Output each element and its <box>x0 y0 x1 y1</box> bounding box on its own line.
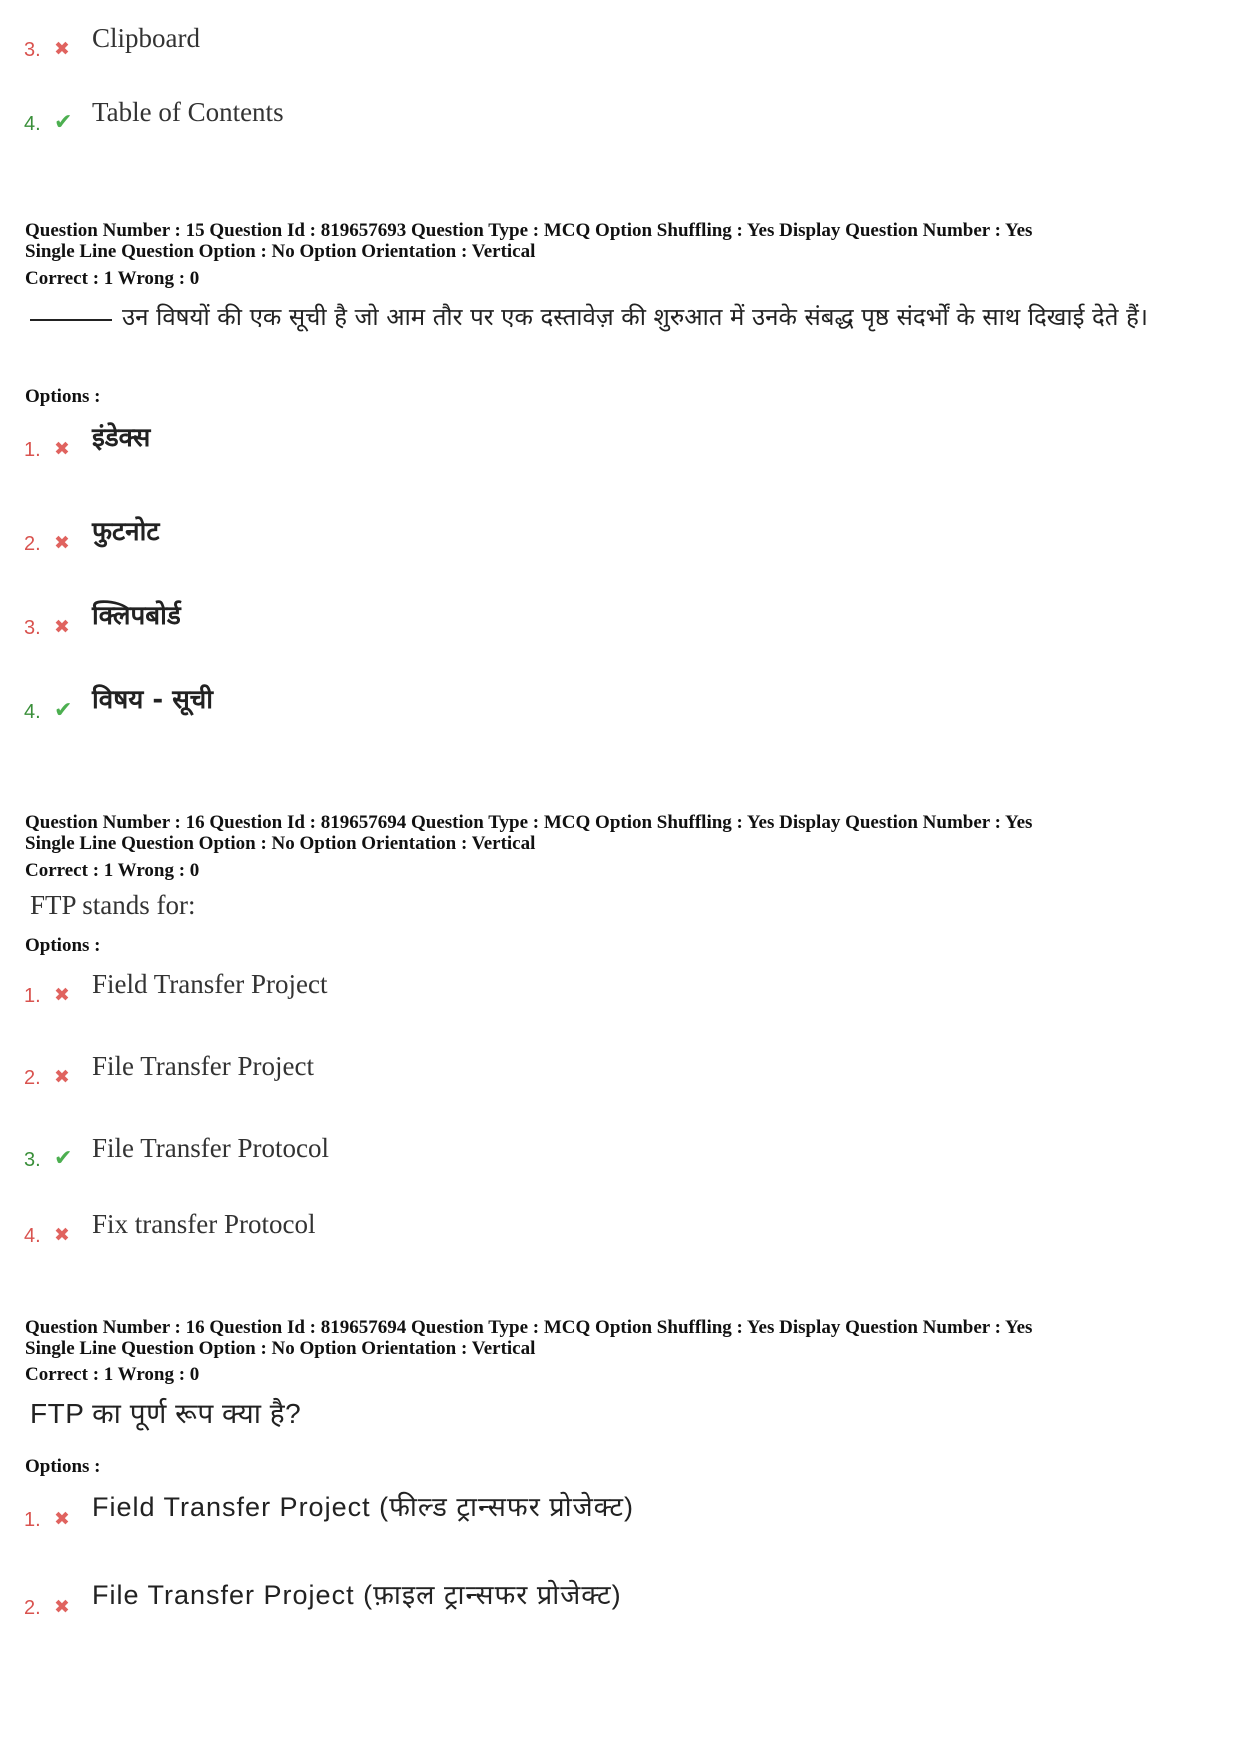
cross-icon: ✖ <box>54 616 70 638</box>
option-number: 3. <box>24 39 41 61</box>
question-body: उन विषयों की एक सूची है जो आम तौर पर एक दस्तावेज़ की शुरुआत में उनके संबद्ध पृष्ठ संदर्भों के साथ दिखाई देते हैं। <box>122 303 1148 331</box>
options-label: Options : <box>25 935 101 956</box>
check-icon: ✔ <box>54 698 73 723</box>
question-meta-line: Single Line Question Option : No Option Orientation : Vertical <box>25 241 536 262</box>
option-text: इंडेक्स <box>92 423 151 453</box>
option-text: Clipboard <box>92 23 200 53</box>
question-meta-line: Single Line Question Option : No Option Orientation : Vertical <box>25 833 536 854</box>
option-number: 1. <box>24 1509 41 1531</box>
cross-icon: ✖ <box>54 38 70 60</box>
cross-icon: ✖ <box>54 984 70 1006</box>
correct-wrong-marks: Correct : 1 Wrong : 0 <box>25 268 200 289</box>
question-meta-line: Single Line Question Option : No Option Orientation : Vertical <box>25 1338 536 1359</box>
option-number: 4. <box>24 701 41 723</box>
option-number: 4. <box>24 113 41 135</box>
option-number: 2. <box>24 1067 41 1089</box>
correct-wrong-marks: Correct : 1 Wrong : 0 <box>25 860 200 881</box>
question-text <box>30 298 1220 336</box>
question-meta <box>25 220 1215 262</box>
option-number: 2. <box>24 1597 41 1619</box>
option-text: विषय - सूची <box>92 685 214 715</box>
question-meta <box>25 812 1215 854</box>
option-text: Fix transfer Protocol <box>92 1209 316 1239</box>
option-text: क्लिपबोर्ड <box>92 601 181 631</box>
option-text: File Transfer Protocol <box>92 1133 330 1163</box>
question-meta-line: Question Number : 16 Question Id : 819657694 Question Type : MCQ Option Shuffling : Yes Display Question Number : Yes <box>25 812 1033 833</box>
cross-icon: ✖ <box>54 438 70 460</box>
options-label: Options : <box>25 386 101 407</box>
question-meta-line: Question Number : 16 Question Id : 819657694 Question Type : MCQ Option Shuffling : Yes Display Question Number : Yes <box>25 1317 1033 1338</box>
option-number: 2. <box>24 533 41 555</box>
cross-icon: ✖ <box>54 1596 70 1618</box>
option-text: File Transfer Project <box>92 1051 314 1081</box>
correct-wrong-marks: Correct : 1 Wrong : 0 <box>25 1364 200 1385</box>
question-meta-line: Question Number : 15 Question Id : 819657693 Question Type : MCQ Option Shuffling : Yes Display Question Number : Yes <box>25 220 1033 241</box>
option-text: File Transfer Project (फ़ाइल ट्रान्सफर प्रोजेक्ट) <box>92 1580 622 1610</box>
option-number: 3. <box>24 617 41 639</box>
cross-icon: ✖ <box>54 532 70 554</box>
blank-line <box>30 319 112 321</box>
option-number: 4. <box>24 1225 41 1247</box>
option-text: Field Transfer Project (फील्ड ट्रान्सफर प्रोजेक्ट) <box>92 1492 634 1522</box>
cross-icon: ✖ <box>54 1224 70 1246</box>
option-number: 3. <box>24 1149 41 1171</box>
cross-icon: ✖ <box>54 1066 70 1088</box>
option-number: 1. <box>24 439 41 461</box>
question-meta <box>25 1317 1215 1359</box>
options-label: Options : <box>25 1456 101 1477</box>
check-icon: ✔ <box>54 110 73 135</box>
cross-icon: ✖ <box>54 1508 70 1530</box>
option-text: फुटनोट <box>92 517 160 547</box>
option-text: Field Transfer Project <box>92 969 328 999</box>
question-text: FTP stands for: <box>30 890 196 920</box>
question-text: FTP का पूर्ण रूप क्या है? <box>30 1398 302 1429</box>
option-text: Table of Contents <box>92 97 284 127</box>
option-number: 1. <box>24 985 41 1007</box>
check-icon: ✔ <box>54 1146 73 1171</box>
